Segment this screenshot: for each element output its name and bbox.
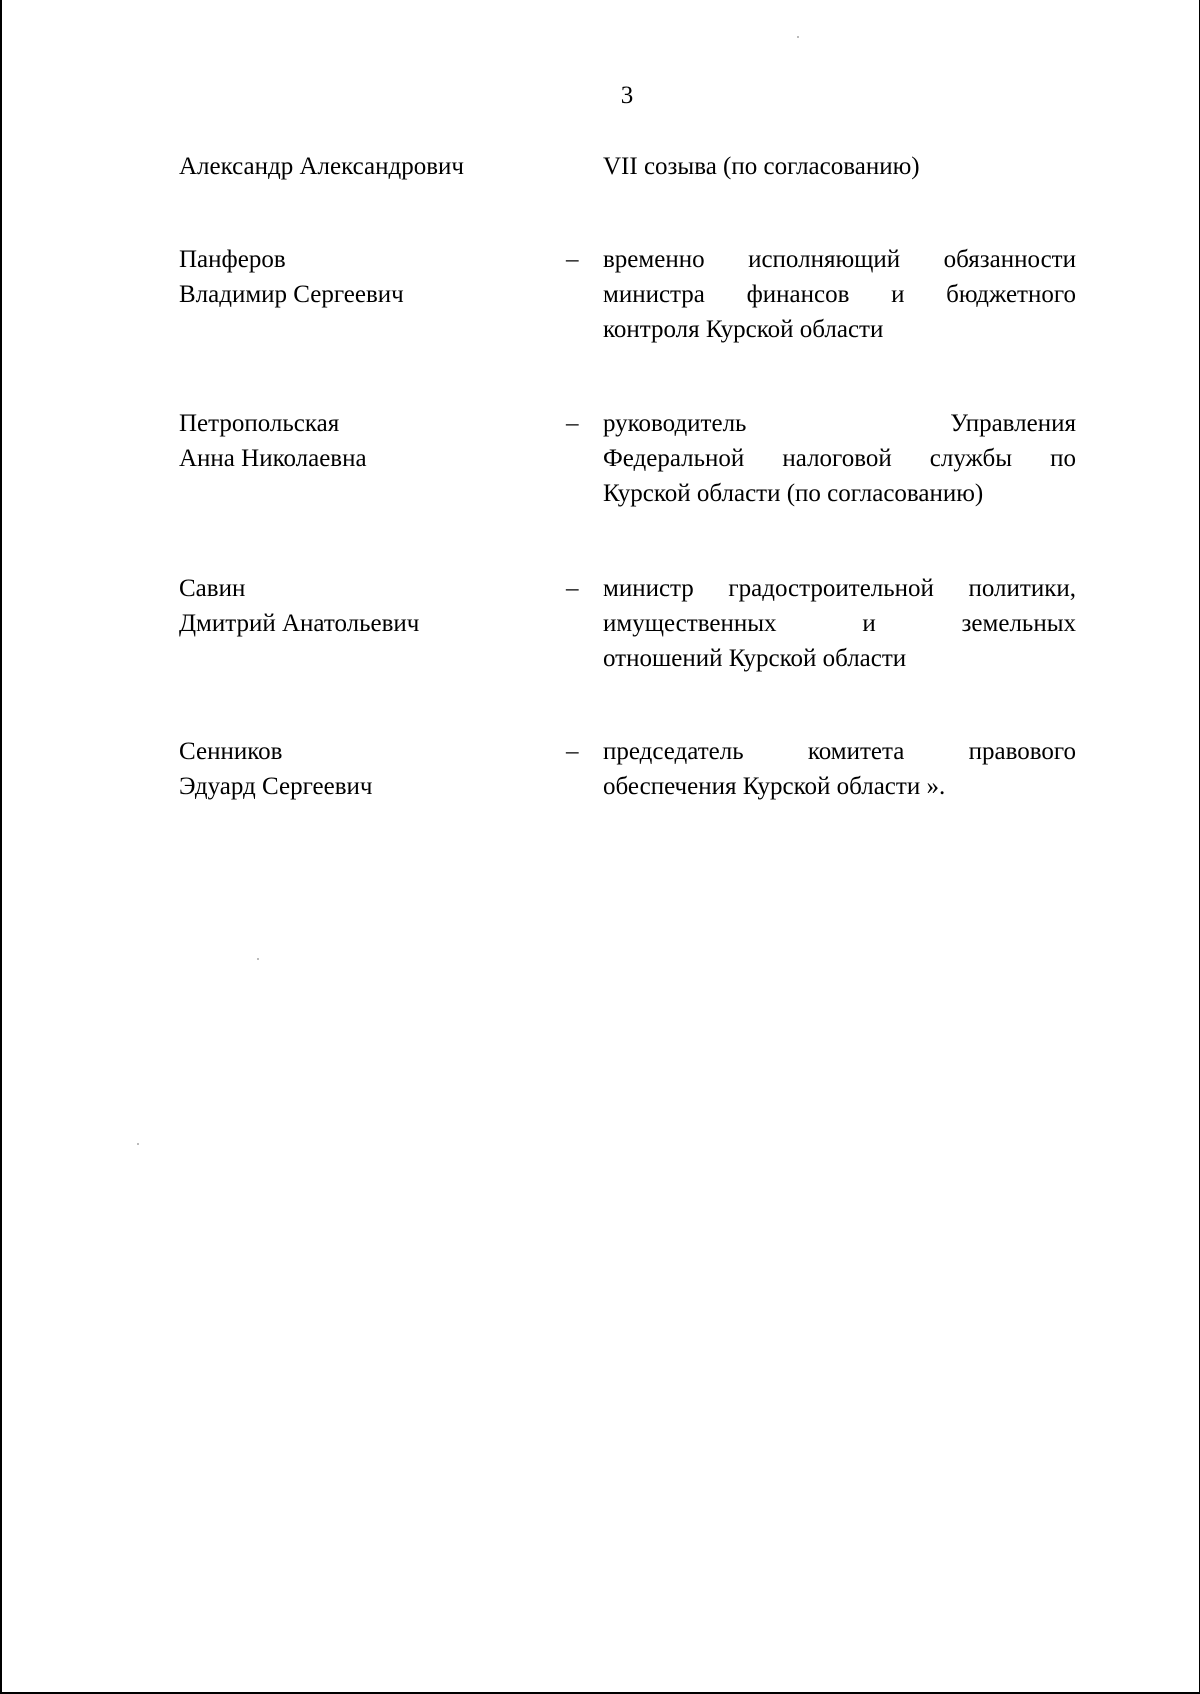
member-role [603, 734, 1076, 804]
dash-separator: – [566, 246, 579, 273]
member-role-line: VII созыва (по согласованию) [603, 153, 920, 180]
dash-separator: – [566, 575, 579, 602]
member-name [179, 242, 559, 312]
member-role-line: председатель комитета правового [603, 738, 1076, 765]
member-role [603, 149, 1076, 184]
member-role [603, 406, 1076, 511]
member-role-line: Федеральной налоговой службы по [603, 445, 1076, 472]
scan-speck [257, 958, 259, 960]
scan-speck [137, 1143, 139, 1145]
member-surname: Сенников [179, 738, 283, 765]
member-role-line: обеспечения Курской области ». [603, 773, 946, 800]
page-number: 3 [620, 82, 634, 109]
member-role-line: министра финансов и бюджетного [603, 281, 1076, 308]
member-name [179, 571, 559, 641]
member-given-names: Дмитрий Анатольевич [179, 610, 420, 637]
member-given-names: Эдуард Сергеевич [179, 773, 373, 800]
member-given-names: Владимир Сергеевич [179, 281, 404, 308]
member-role-line: Курской области (по согласованию) [603, 480, 984, 507]
member-surname: Панферов [179, 246, 286, 273]
member-surname: Петропольская [179, 410, 340, 437]
member-role-line: руководитель Управления [603, 410, 1076, 437]
member-role-line: министр градостроительной политики, [603, 575, 1076, 602]
dash-separator: – [566, 410, 579, 437]
member-role-line: временно исполняющий обязанности [603, 246, 1076, 273]
member-role-line: контроля Курской области [603, 316, 884, 343]
member-name [179, 406, 559, 476]
member-name [179, 734, 559, 804]
member-role [603, 242, 1076, 347]
member-name-line: Александр Александрович [179, 153, 464, 180]
scan-speck [797, 36, 799, 38]
member-name [179, 149, 559, 184]
member-role-line: имущественных и земельных [603, 610, 1076, 637]
member-surname: Савин [179, 575, 246, 602]
member-role [603, 571, 1076, 676]
member-given-names: Анна Николаевна [179, 445, 367, 472]
member-role-line: отношений Курской области [603, 645, 907, 672]
dash-separator: – [566, 738, 579, 765]
